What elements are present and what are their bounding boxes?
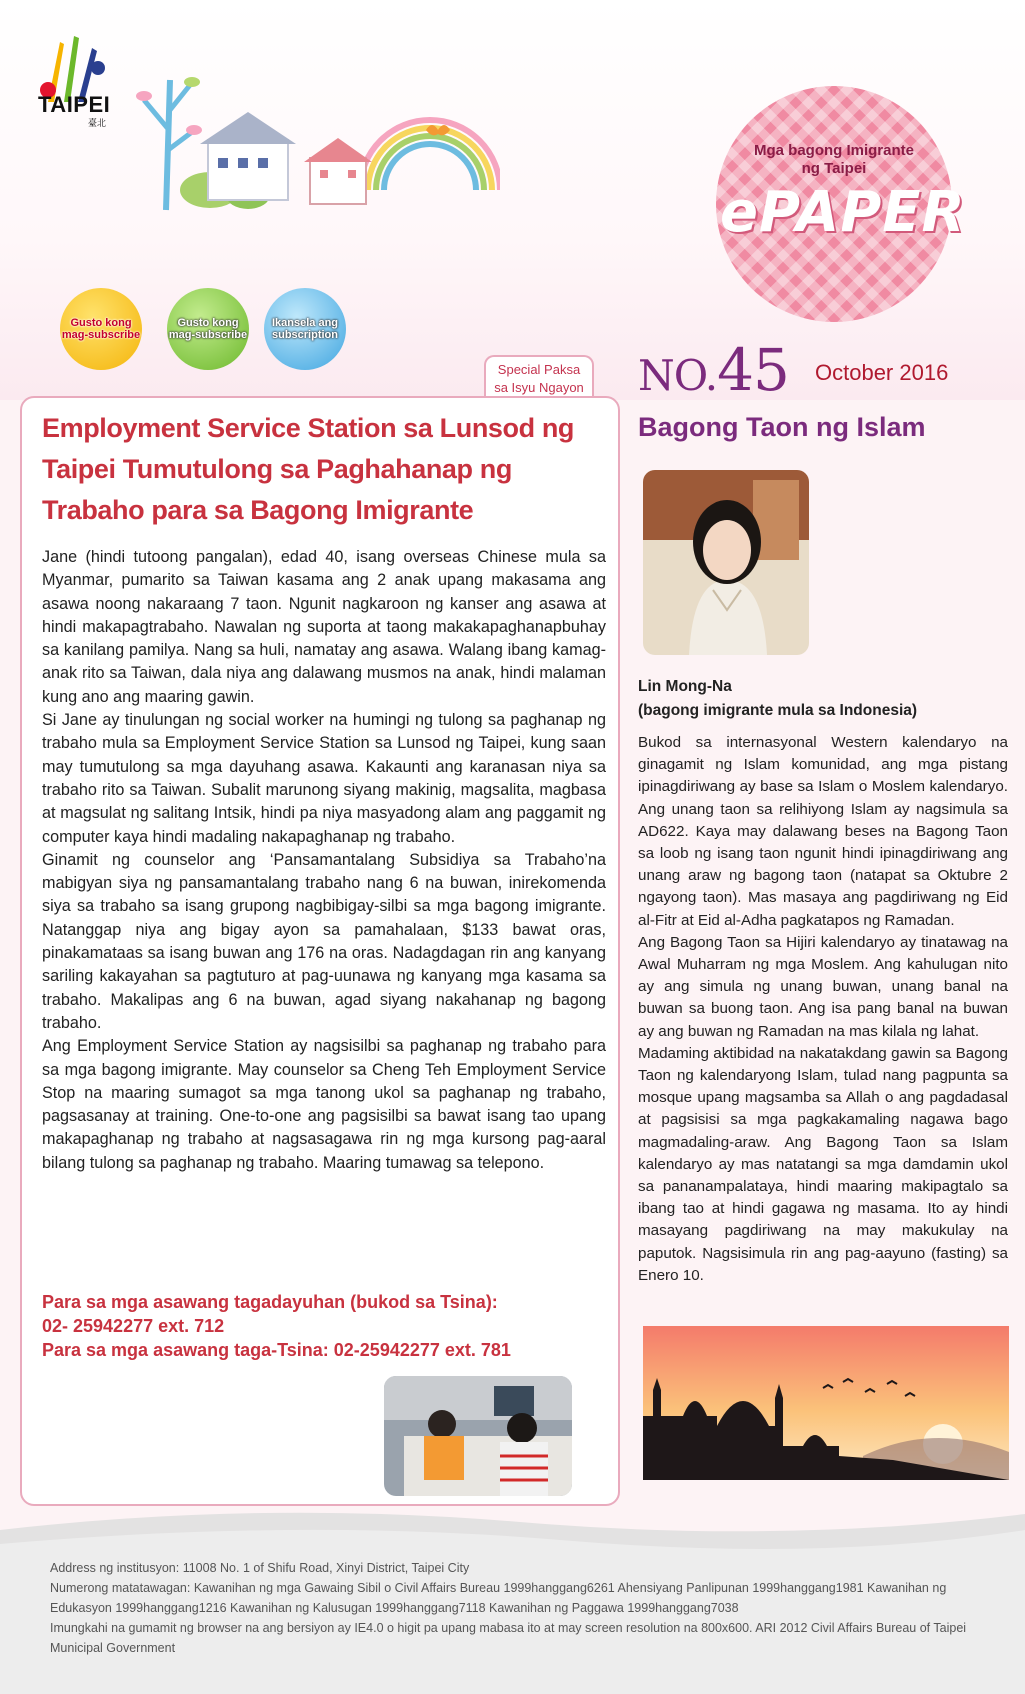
author-info — [638, 675, 1010, 723]
mosque-sunset-image — [643, 1326, 1009, 1480]
epaper-subtitle — [720, 142, 948, 178]
subscribe-check-button-label: Gusto kong mag-subscribe — [168, 317, 248, 341]
contact-phone-foreign: 02- 25942277 ext. 712 — [42, 1316, 225, 1336]
main-article-paragraph: Ang Employment Service Station ay nagsisilbi sa paghanap ng trabaho para sa mga bagong imigrante. May counselor sa Cheng Teh Employment Service Stop na maaring sumagot sa mga tanong ukol sa paghanap ng trabaho, pagsasanay at training. One-to-one ang pagsisilbi sa bawat isang tao upang makapaghanap ng trabaho at nagsasagawa rin ng mga kursong pag-aaral bilang tulong sa paghanap ng trabaho. Maaring tumawag sa telepono. — [42, 1037, 606, 1172]
issue-number — [638, 336, 789, 404]
main-article-paragraph: Si Jane ay tinulungan ng social worker na humingi ng tulong sa paghanap ng trabaho mula sa Employment Service Station sa Lunsod ng Taipei, kung saan may tumutulong sa mga dayuhang asawa. Kakaunti ang karanasan niya sa trabaho rito sa Taiwan. Subalit marunong siyang makinig, magsalita, magbasa at magsulat ng salitang Intsik, hindi pa niya masyadong alam ang paggamit ng computer kaya hindi madaling nakapaghanap ng trabaho. — [42, 711, 606, 846]
issue-date: October 2016 — [815, 360, 949, 385]
footer-phone: Numerong matatawagan: Kawanihan ng mga Gawaing Sibil o Civil Affairs Bureau 1999hanggang6261 Ahensiyang Panlipunan 1999hanggang1981 Kawanihan ng Edukasyon 1999hanggang1216 Kawanihan ng Kalusugan 1999hanggang7118 Kawanihan ng Paggawa 1999hanggang7038 — [50, 1581, 947, 1615]
footer — [50, 1558, 1000, 1658]
author-portrait — [643, 470, 809, 655]
issue-prefix: NO. — [638, 351, 718, 400]
side-article-paragraph: Bukod sa internasyonal Western kalendaryo na ginagamit ng Islam komunidad, ang mga pistang ipinagdiriwang ay base sa Islam o Moslem kalendaryo. Ang unang taon sa relihiyong Islam ay nagsimula sa AD622. Kaya may dalawang beses na Bagong Taon sa loob ng isang taon ngunit hindi ipinagdiriwang ang unang araw ng bagong taon (natapat sa Oktubre 2 ngayong taon). Mas masaya ang pagdiriwang ng Eid al-Fitr at Eid al-Adha pagkatapos ng Ramadan. — [638, 734, 1008, 929]
unsubscribe-button-label: Ikansela ang subscription — [271, 317, 339, 341]
footer-address: Address ng institusyon: 11008 No. 1 of Shifu Road, Xinyi District, Taipei City — [50, 1561, 470, 1575]
side-article-body — [638, 732, 1008, 1287]
side-article-paragraph: Madaming aktibidad na nakatakdang gawin sa Bagong Taon ng kalendaryong Islam, tulad nang pagpunta sa mosque upang magsamba sa Allah o ang pagdadasal at pagsisisi sa mga pagkakamaling nagawa bago magmadaling-araw. Ang Bagong Taon sa Islam kalendaryo ay mas natatangi sa mga damdamin ukol sa pananampalataya, hindi maaring makipagtalo sa ibang tao at hindi gagawa ng masama. Ito ay hindi masayang pagdiriwang na may makukulay na paputok. Nagsisimula rin ang pag-aayuno (fasting) sa Enero 10. — [638, 1044, 1008, 1284]
unsubscribe-button[interactable] — [264, 288, 346, 370]
subscribe-button-label: Gusto kong mag-subscribe — [61, 317, 141, 341]
taipei-logo-subtext: 臺北 — [88, 118, 107, 128]
side-article-paragraph: Ang Bagong Taon sa Hijiri kalendaryo ay tinatawag na Awal Muharram ng mga Moslem. Ang kahulugan nito ay ang simula ng unang buwan, unang banal na buwan sa buong taon. Ang isa pang banal na buwan ay ang buwan ng Ramadan na mas kilala ng lahat. — [638, 933, 1008, 1040]
side-article-title: Bagong Taon ng Islam — [638, 412, 926, 442]
main-article-title: Employment Service Station sa Lunsod ng Taipei Tumutulong sa Paghahanap ng Trabaho para sa Bagong Imigrante — [42, 413, 575, 525]
issue-number-value: 45 — [717, 336, 789, 404]
special-topic-line2: sa Isyu Ngayon — [494, 380, 584, 395]
footer-browser-note: Imungkahi na gumamit ng browser na ang bersiyon ay IE4.0 o higit pa upang mabasa ito at may screen resolution na 800x600. ARI 2012 Civil Affairs Bureau of Taipei Municipal Government — [50, 1621, 967, 1655]
main-article-body — [42, 546, 606, 1175]
contact-info — [42, 1290, 608, 1362]
epaper-title: ePAPER — [720, 180, 966, 245]
contact-line-foreign: Para sa mga asawang tagadayuhan (bukod sa Tsina): — [42, 1292, 498, 1312]
main-article-paragraph: Jane (hindi tutoong pangalan), edad 40, isang overseas Chinese mula sa Myanmar, pumarito sa Taiwan kasama ang 2 anak upang makasama ang asawa noong nakaraang 7 taon. Ngunit nagkaroon ng kanser ang asawa at hindi makapagtrabaho. Nawalan ng suporta at taong makakapaghanapbuhay sa kanilang pamilya. Nang sa huli, namatay ang asawa. Walang ibang kamag-anak rito sa Taiwan, dala niya ang dalawang musmos na anak, hindi malaman kung ano ang maaring gawin. — [42, 548, 606, 706]
taipei-logo-text: TAIPEI — [38, 92, 111, 117]
contact-line-china: Para sa mga asawang taga-Tsina: 02-25942277 ext. 781 — [42, 1340, 511, 1360]
header-illustration-icon — [130, 40, 500, 220]
special-topic-line1: Special Paksa — [497, 362, 581, 377]
subscribe-check-button[interactable] — [167, 288, 249, 370]
special-topic-tab — [484, 355, 594, 398]
main-article-paragraph: Ginamit ng counselor ang ‘Pansamantalang Subsidiya sa Trabaho’na mabigyan siya ng pansamantalang trabaho nang 6 na buwan, inirekomenda siya sa trabaho sa isang grupong nagbibigay-silbi sa mga bagong imigrante. Natanggap niya ang bigay ayon sa pamahalaan, $133 bawat oras, pinakamataas sa isang buwan ang 176 na oras. Nadagdagan rin ang kanyang sariling kakayahan sa pagtuturo at pag-uunawa ng kanyang mga kasama sa trabaho. Makalipas ang 6 na buwan, agad siyang nakahanap ng bagong trabaho. — [42, 850, 606, 1032]
office-photo — [384, 1376, 572, 1496]
author-name: Lin Mong-Na — [638, 678, 732, 695]
author-description: (bagong imigrante mula sa Indonesia) — [638, 702, 918, 719]
subscribe-button[interactable] — [60, 288, 142, 370]
epaper-subtitle-line1: Mga bagong Imigrante — [753, 142, 914, 159]
epaper-subtitle-line2: ng Taipei — [801, 160, 867, 177]
